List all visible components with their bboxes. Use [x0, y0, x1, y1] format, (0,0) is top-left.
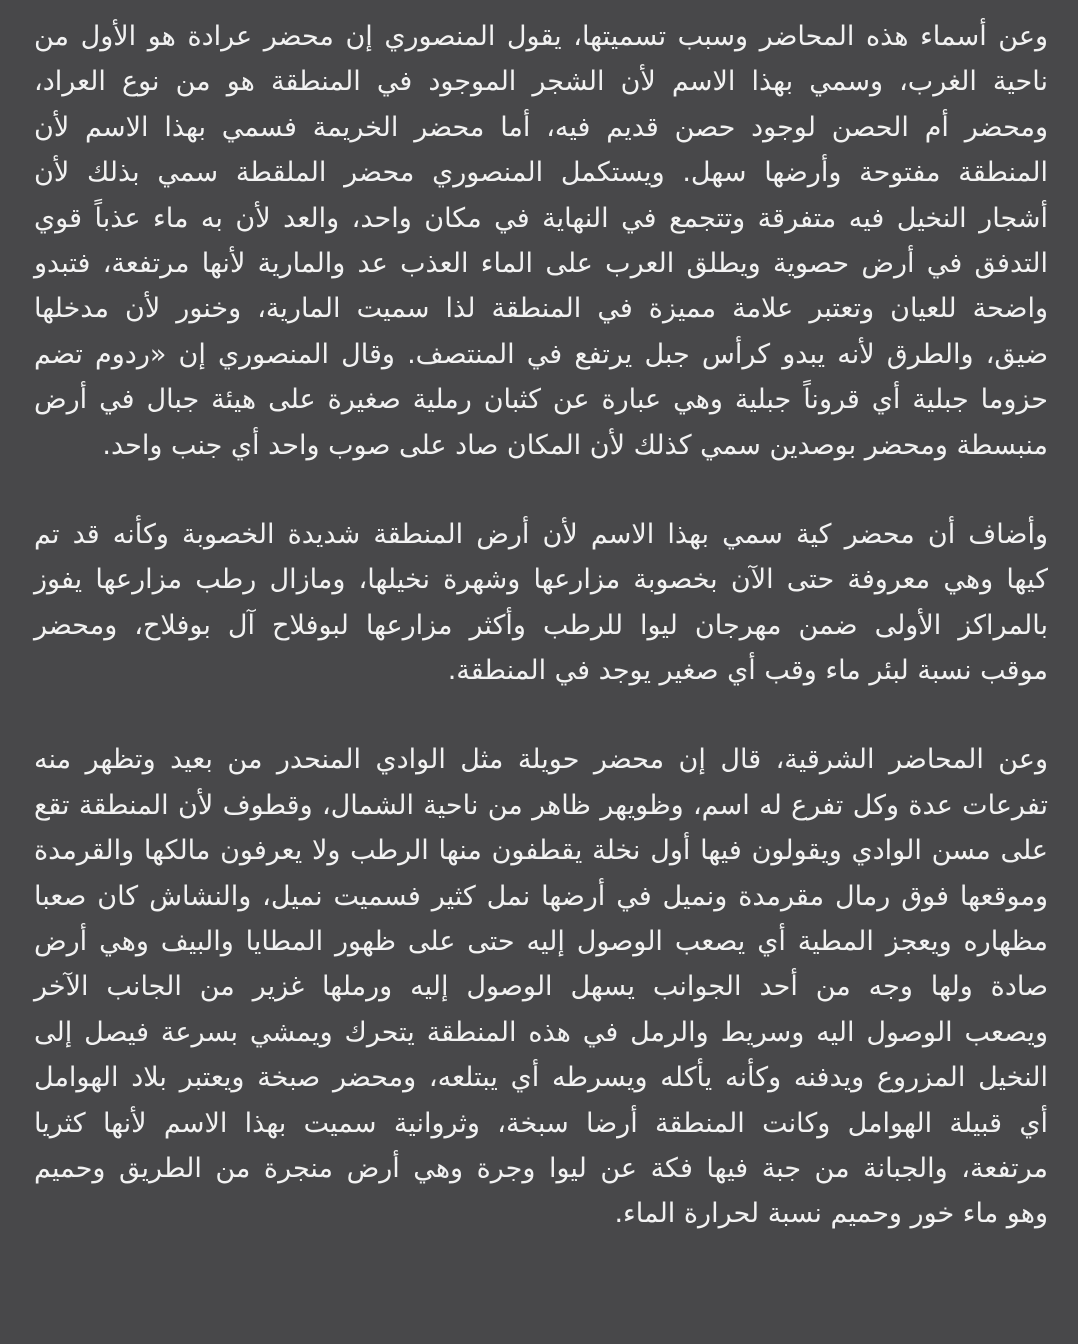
text-line: التدفق في أرض حصوية ويطلق العرب على الماء العذب عد والمارية لأنها مرتفعة، فتبدو: [34, 247, 1048, 279]
text-line: مرتفعة، والجبانة من جبة فيها فكة عن ليوا وجرة وهي أرض منجرة من الطريق وحميم: [34, 1152, 1048, 1184]
article-paragraph: [34, 512, 1048, 694]
text-line: حزوما جبلية أي قروناً جبلية وهي عبارة عن كثبان رملية صغيرة على هيئة جبال في أرض: [34, 384, 1048, 416]
text-line: موقب نسبة لبئر ماء وقب أي صغير يوجد في المنطقة.: [447, 655, 1048, 687]
paragraph-gap: [34, 468, 1048, 512]
text-line: أي قبيلة الهوامل وكانت المنطقة أرضا سبخة، وثروانية سميت بهذا الاسم لأنها كثريا: [34, 1107, 1048, 1139]
text-line: كيها وهي معروفة حتى الآن بخصوبة مزارعها وشهرة نخيلها، ومازال رطب مزارعها يفوز: [34, 564, 1048, 596]
article-paragraph: [34, 14, 1048, 468]
text-line: بالمراكز الأولى ضمن مهرجان ليوا للرطب وأكثر مزارعها لبوفلاح آل بوفلاح، ومحضر: [34, 609, 1048, 641]
text-line: ناحية الغرب، وسمي بهذا الاسم لأن الشجر الموجود في المنطقة هو من نوع العراد،: [34, 66, 1048, 98]
text-line: وعن أسماء هذه المحاضر وسبب تسميتها، يقول المنصوري إن محضر عرادة هو الأول من: [34, 21, 1048, 52]
text-line: صادة ولها وجه من أحد الجوانب يسهل الوصول إليه ورملها غزير من الجانب الآخر: [34, 971, 1048, 1003]
text-line: ويصعب الوصول اليه وسريط والرمل في هذه المنطقة يتحرك ويمشي بسرعة فيصل إلى: [34, 1016, 1048, 1048]
text-line: المنطقة مفتوحة وأرضها سهل. ويستكمل المنصوري محضر الملقطة سمي بذلك لأن: [34, 157, 1048, 189]
text-line: مظهاره ويعجز المطية أي يصعب الوصول إليه حتى على ظهور المطايا والبيف وهي أرض: [34, 926, 1048, 958]
text-line: تفرعات عدة وكل تفرع له اسم، وظويهر ظاهر من ناحية الشمال، وقطوف لأن المنطقة تقع: [34, 789, 1048, 821]
text-line: على مسن الوادي ويقولون فيها أول نخلة يقطفون منها الرطب ولا يعرفون مالكها والقرمدة: [34, 835, 1048, 867]
text-line: ومحضر أم الحصن لوجود حصن قديم فيه، أما محضر الخريمة فسمي بهذا الاسم لأن: [34, 111, 1048, 143]
text-line: أشجار النخيل فيه متفرقة وتتجمع في النهاية في مكان واحد، والعد لأن به ماء عذباً قوي: [34, 202, 1048, 234]
text-line: وهو ماء خور وحميم نسبة لحرارة الماء.: [614, 1198, 1048, 1230]
text-line: واضحة للعيان وتعتبر علامة مميزة في المنطقة لذا سميت المارية، وخنور لأن مدخلها: [34, 293, 1048, 325]
text-line: وعن المحاضر الشرقية، قال إن محضر حويلة مثل الوادي المنحدر من بعيد وتظهر منه: [34, 744, 1048, 776]
text-line: وموقعها فوق رمال مقرمدة ونميل في أرضها نمل كثير فسميت نميل، والنشاش كان صعبا: [34, 880, 1048, 912]
paragraph-gap: [34, 693, 1048, 737]
article-paragraph: [34, 737, 1048, 1236]
text-line: منبسطة ومحضر بوصدين سمي كذلك لأن المكان صاد على صوب واحد أي جنب واحد.: [102, 429, 1048, 461]
text-line: وأضاف أن محضر كية سمي بهذا الاسم لأن أرض المنطقة شديدة الخصوبة وكأنه قد تم: [34, 518, 1048, 550]
text-line: ضيق، والطرق لأنه يبدو كرأس جبل يرتفع في المنتصف. وقال المنصوري إن «ردوم تضم: [34, 338, 1048, 370]
text-line: النخيل المزروع ويدفنه وكأنه يأكله ويسرطه أي يبتلعه، ومحضر صبخة ويعتبر بلاد الهوامل: [34, 1062, 1048, 1094]
